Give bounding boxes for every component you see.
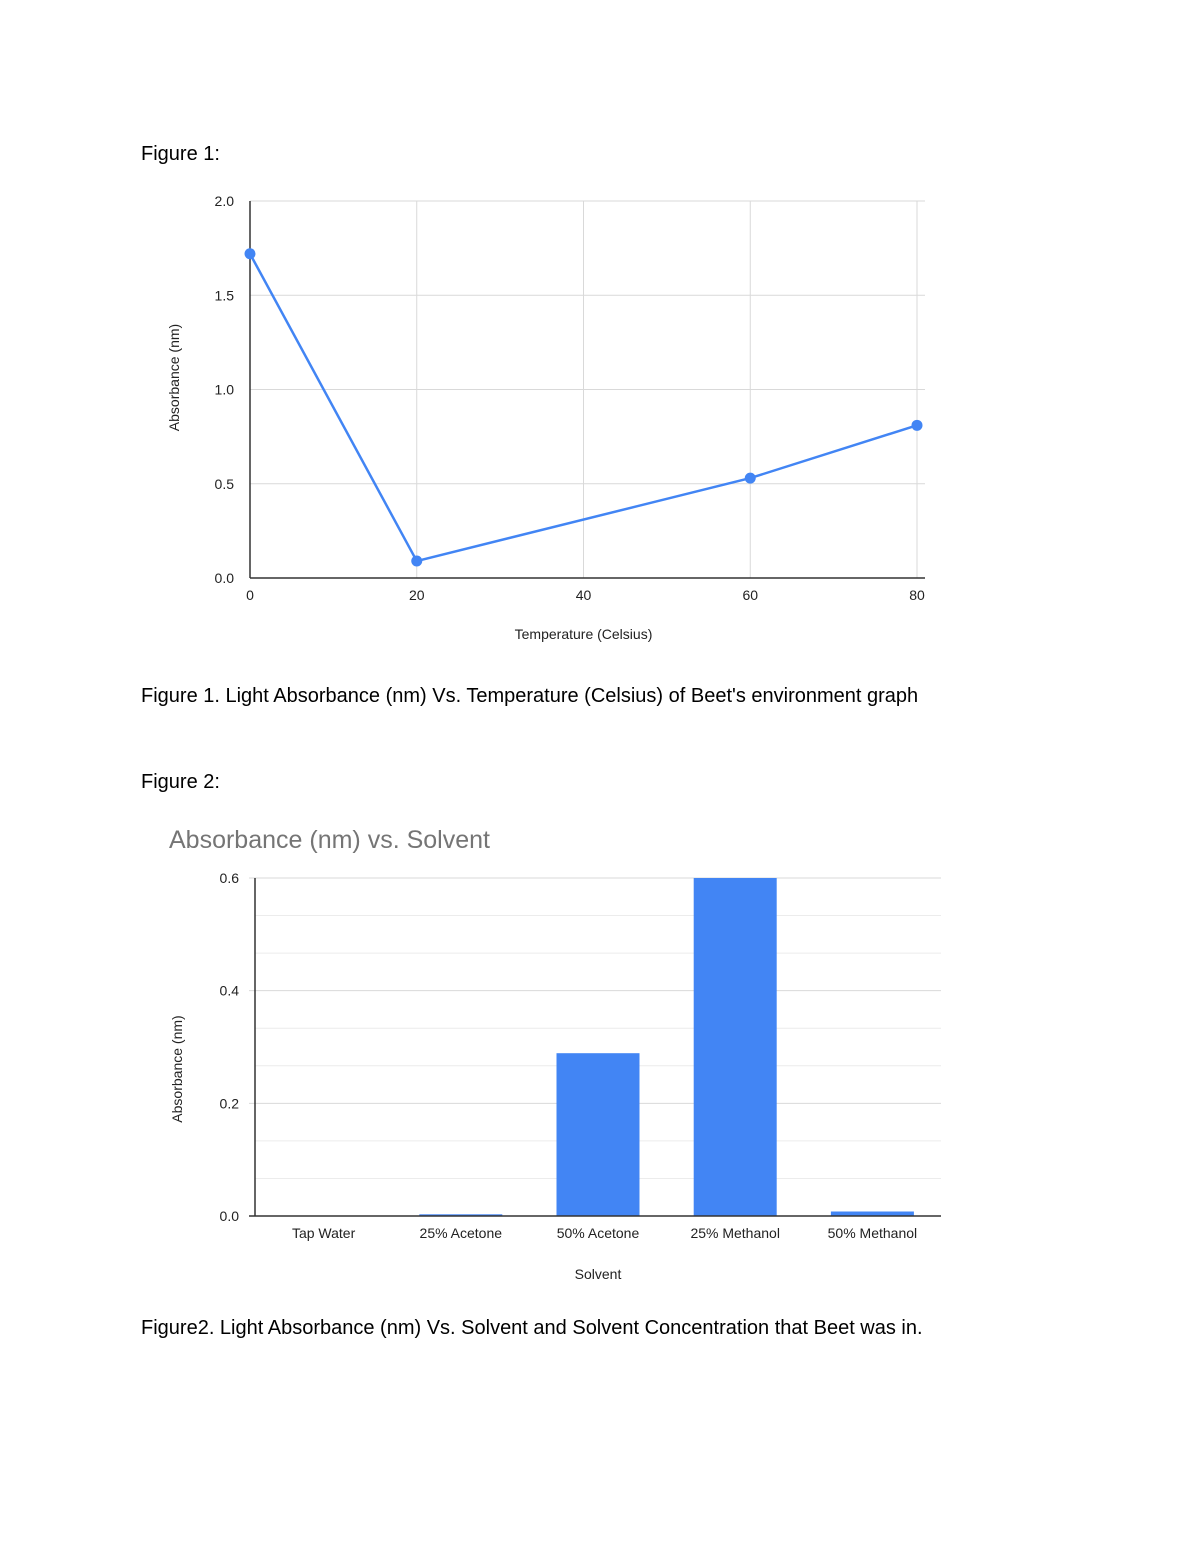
y-tick-label: 0.5	[214, 475, 234, 492]
y-tick-label: 2.0	[214, 193, 234, 209]
x-tick-label: 60	[742, 587, 759, 603]
data-point	[745, 473, 756, 484]
y-tick-label: 0.2	[219, 1095, 239, 1112]
x-axis-title: Solvent	[574, 1266, 622, 1282]
x-tick-label: 50% Acetone	[556, 1225, 640, 1241]
x-tick-label: 0	[246, 587, 254, 603]
y-tick-label: 1.5	[214, 287, 234, 304]
data-point	[912, 420, 923, 431]
y-axis-title: Absorbance (nm)	[166, 323, 182, 432]
y-tick-label: 0.6	[219, 870, 239, 886]
x-tick-label: 20	[408, 587, 425, 603]
x-tick-label: 80	[909, 587, 925, 603]
x-tick-label: 50% Methanol	[827, 1225, 918, 1241]
x-tick-label: Tap Water	[291, 1225, 356, 1241]
figure1-caption: Figure 1. Light Absorbance (nm) Vs. Temperature (Celsius) of Beet's environment graph	[141, 685, 919, 707]
figure2-caption: Figure2. Light Absorbance (nm) Vs. Solvent and Solvent Concentration that Beet was in.	[141, 1317, 923, 1339]
y-tick-label: 0.0	[219, 1208, 239, 1224]
x-axis-title: Temperature (Celsius)	[514, 626, 653, 642]
figure1-heading: Figure 1:	[141, 143, 220, 165]
y-tick-label: 0.0	[214, 570, 234, 586]
bar	[557, 1053, 640, 1216]
y-tick-label: 0.4	[219, 982, 239, 999]
x-tick-label: 25% Methanol	[690, 1225, 780, 1241]
bar	[694, 878, 777, 1216]
data-point	[245, 248, 256, 259]
data-point	[411, 556, 422, 567]
figure2-bar-chart	[0, 810, 1200, 1300]
chart-title: Absorbance (nm) vs. Solvent	[169, 826, 490, 854]
figure1-line-chart	[0, 180, 1200, 660]
y-axis-title: Absorbance (nm)	[169, 1015, 185, 1123]
figure2-heading: Figure 2:	[141, 771, 220, 793]
x-tick-label: 25% Acetone	[419, 1225, 503, 1241]
x-tick-label: 40	[575, 587, 592, 603]
y-tick-label: 1.0	[214, 381, 234, 398]
